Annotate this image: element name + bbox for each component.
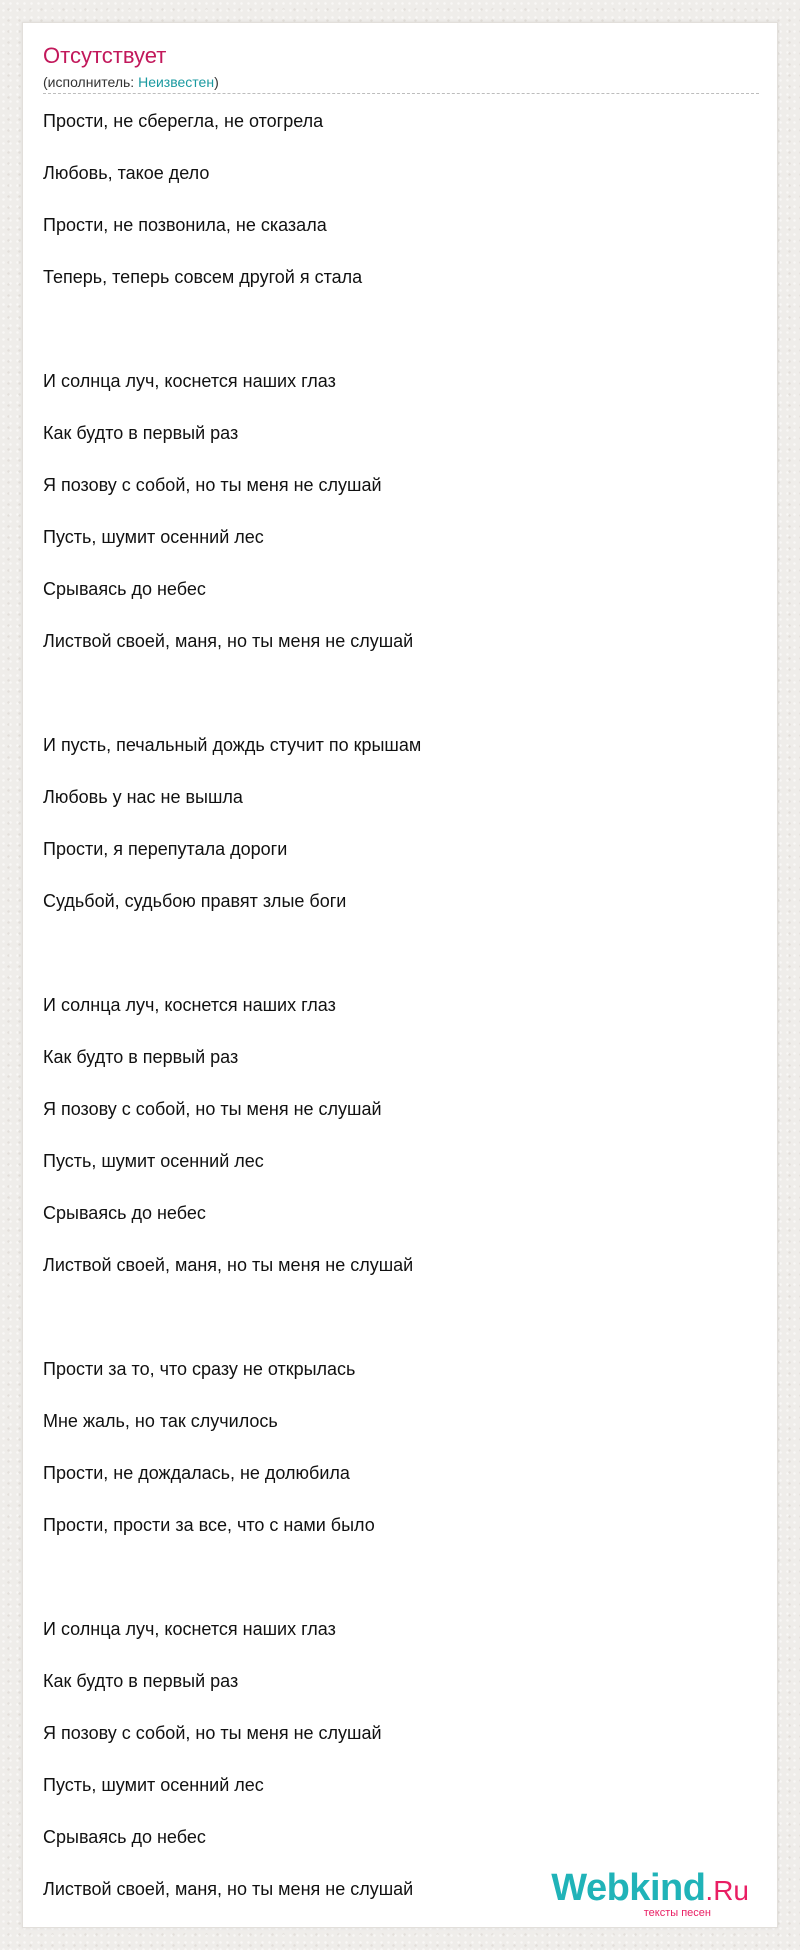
lyric-line: И солнца луч, коснется наших глаз: [43, 995, 336, 1015]
logo-suffix: .Ru: [705, 1875, 749, 1906]
lyric-line: Срываясь до небес: [43, 579, 206, 599]
stanza-break: [43, 931, 759, 983]
lyric-line: Судьбой, судьбою правят злые боги: [43, 891, 347, 911]
lyric-line: Любовь, такое дело: [43, 163, 210, 183]
lyric-line: Как будто в первый раз: [43, 1047, 239, 1067]
logo-wordmark: [551, 1868, 749, 1911]
lyric-line: Я позову с собой, но ты меня не слушай: [43, 1723, 382, 1743]
stanza-break: [43, 1295, 759, 1347]
lyric-line: Листвой своей, маня, но ты меня не слушай: [43, 1255, 414, 1275]
logo-main-text: Webkind: [551, 1867, 706, 1909]
lyric-line: Срываясь до небес: [43, 1827, 206, 1847]
artist-link[interactable]: Неизвестен: [138, 74, 215, 90]
lyric-line: Любовь у нас не вышла: [43, 787, 243, 807]
lyric-line: Прости, не дождалась, не долюбила: [43, 1463, 350, 1483]
artist-prefix: (исполнитель:: [43, 74, 139, 90]
song-title: Отсутствует: [43, 43, 167, 68]
lyric-line: Мне жаль, но так случилось: [43, 1411, 278, 1431]
lyric-line: Как будто в первый раз: [43, 1671, 239, 1691]
logo-tagline: тексты песен: [643, 1907, 711, 1919]
lyrics-card: [22, 22, 778, 1928]
lyric-line: Я позову с собой, но ты меня не слушай: [43, 475, 382, 495]
stanza-break: [43, 1555, 759, 1607]
lyrics-text: [43, 99, 759, 1919]
lyric-line: Пусть, шумит осенний лес: [43, 527, 264, 547]
lyric-line: Пусть, шумит осенний лес: [43, 1151, 264, 1171]
lyric-line: Я позову с собой, но ты меня не слушай: [43, 1099, 382, 1119]
lyric-line: Теперь, теперь совсем другой я стала: [43, 267, 363, 287]
lyric-line: Пусть, шумит осенний лес: [43, 1775, 264, 1795]
lyric-line: Как будто в первый раз: [43, 423, 239, 443]
artist-line: [43, 73, 759, 94]
lyric-line: Прости за то, что сразу не открылась: [43, 1359, 356, 1379]
stanza-break: [43, 307, 759, 359]
stanza-break: [43, 671, 759, 723]
lyric-line: Листвой своей, маня, но ты меня не слушай: [43, 631, 414, 651]
lyric-line: И пусть, печальный дождь стучит по крышам: [43, 735, 422, 755]
lyric-line: Прости, не позвонила, не сказала: [43, 215, 327, 235]
lyric-line: Прости, прости за все, что с нами было: [43, 1515, 375, 1535]
lyric-line: Листвой своей, маня, но ты меня не слушай: [43, 1879, 414, 1899]
lyric-line: И солнца луч, коснется наших глаз: [43, 371, 336, 391]
webkind-logo[interactable]: [551, 1868, 749, 1919]
lyric-line: Прости, не сберегла, не отогрела: [43, 111, 324, 131]
lyric-line: И солнца луч, коснется наших глаз: [43, 1619, 336, 1639]
lyric-line: Прости, я перепутала дороги: [43, 839, 288, 859]
lyric-line: Срываясь до небес: [43, 1203, 206, 1223]
artist-suffix: ): [214, 74, 219, 90]
